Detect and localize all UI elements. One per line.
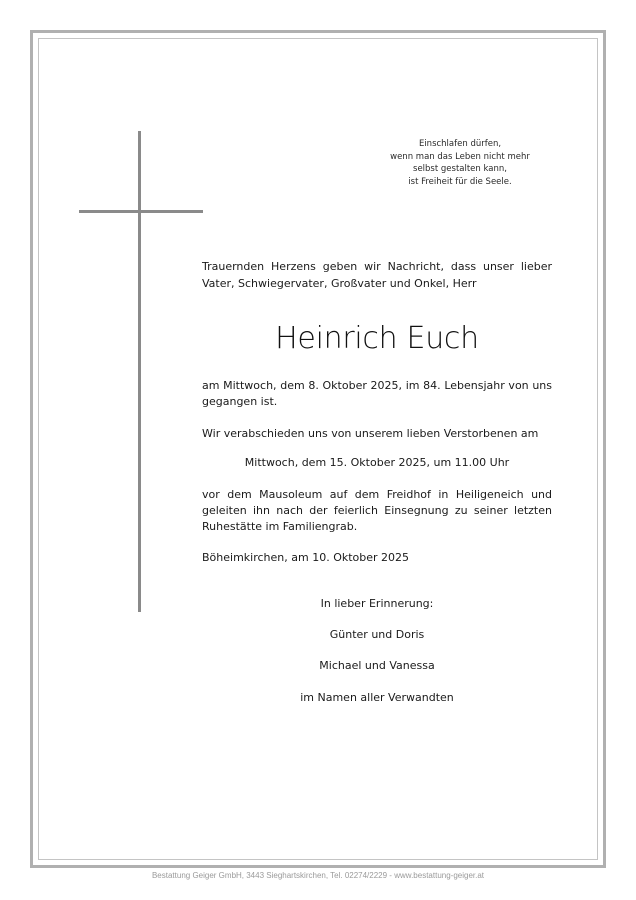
memory-heading: In lieber Erinnerung: — [320, 597, 434, 610]
mourner-line: Michael und Vanessa — [319, 659, 435, 672]
farewell-text: Wir verabschieden uns von unserem lieben Verstorbenen am — [202, 427, 539, 440]
quote-block — [360, 138, 560, 188]
mourner-line: Günter und Doris — [329, 628, 425, 641]
deceased-name: Heinrich Euch — [275, 321, 479, 356]
cross-icon-bar — [79, 210, 203, 213]
quote-line: Einschlafen dürfen, — [418, 139, 502, 149]
quote-line: ist Freiheit für die Seele. — [408, 176, 512, 187]
death-text: am Mittwoch, dem 8. Oktober 2025, im 84. Lebensjahr von uns gegangen ist. — [202, 379, 552, 408]
cross-icon — [138, 131, 141, 612]
quote-line: selbst gestalten kann, — [413, 164, 507, 174]
footer-imprint: Bestattung Geiger GmbH, 3443 Sieghartskirchen, Tel. 02274/2229 - www.bestattung-geiger.at — [151, 871, 485, 880]
mourner-line: im Namen aller Verwandten — [300, 691, 454, 704]
ceremony-location-text: vor dem Mausoleum auf dem Freidhof in Heiligeneich und geleiten ihn nach der feierlich Einsegnung zu seiner letzten Ruhestätte im Familiengrab. — [202, 488, 552, 533]
ceremony-date: Mittwoch, dem 15. Oktober 2025, um 11.00 Uhr — [244, 456, 510, 469]
quote-line: wenn man das Leben nicht mehr — [390, 151, 530, 162]
place-and-date: Böheimkirchen, am 10. Oktober 2025 — [202, 551, 410, 564]
intro-text: Trauernden Herzens geben wir Nachricht, dass unser lieber Vater, Schwiegervater, Großvater und Onkel, Herr — [202, 260, 552, 290]
